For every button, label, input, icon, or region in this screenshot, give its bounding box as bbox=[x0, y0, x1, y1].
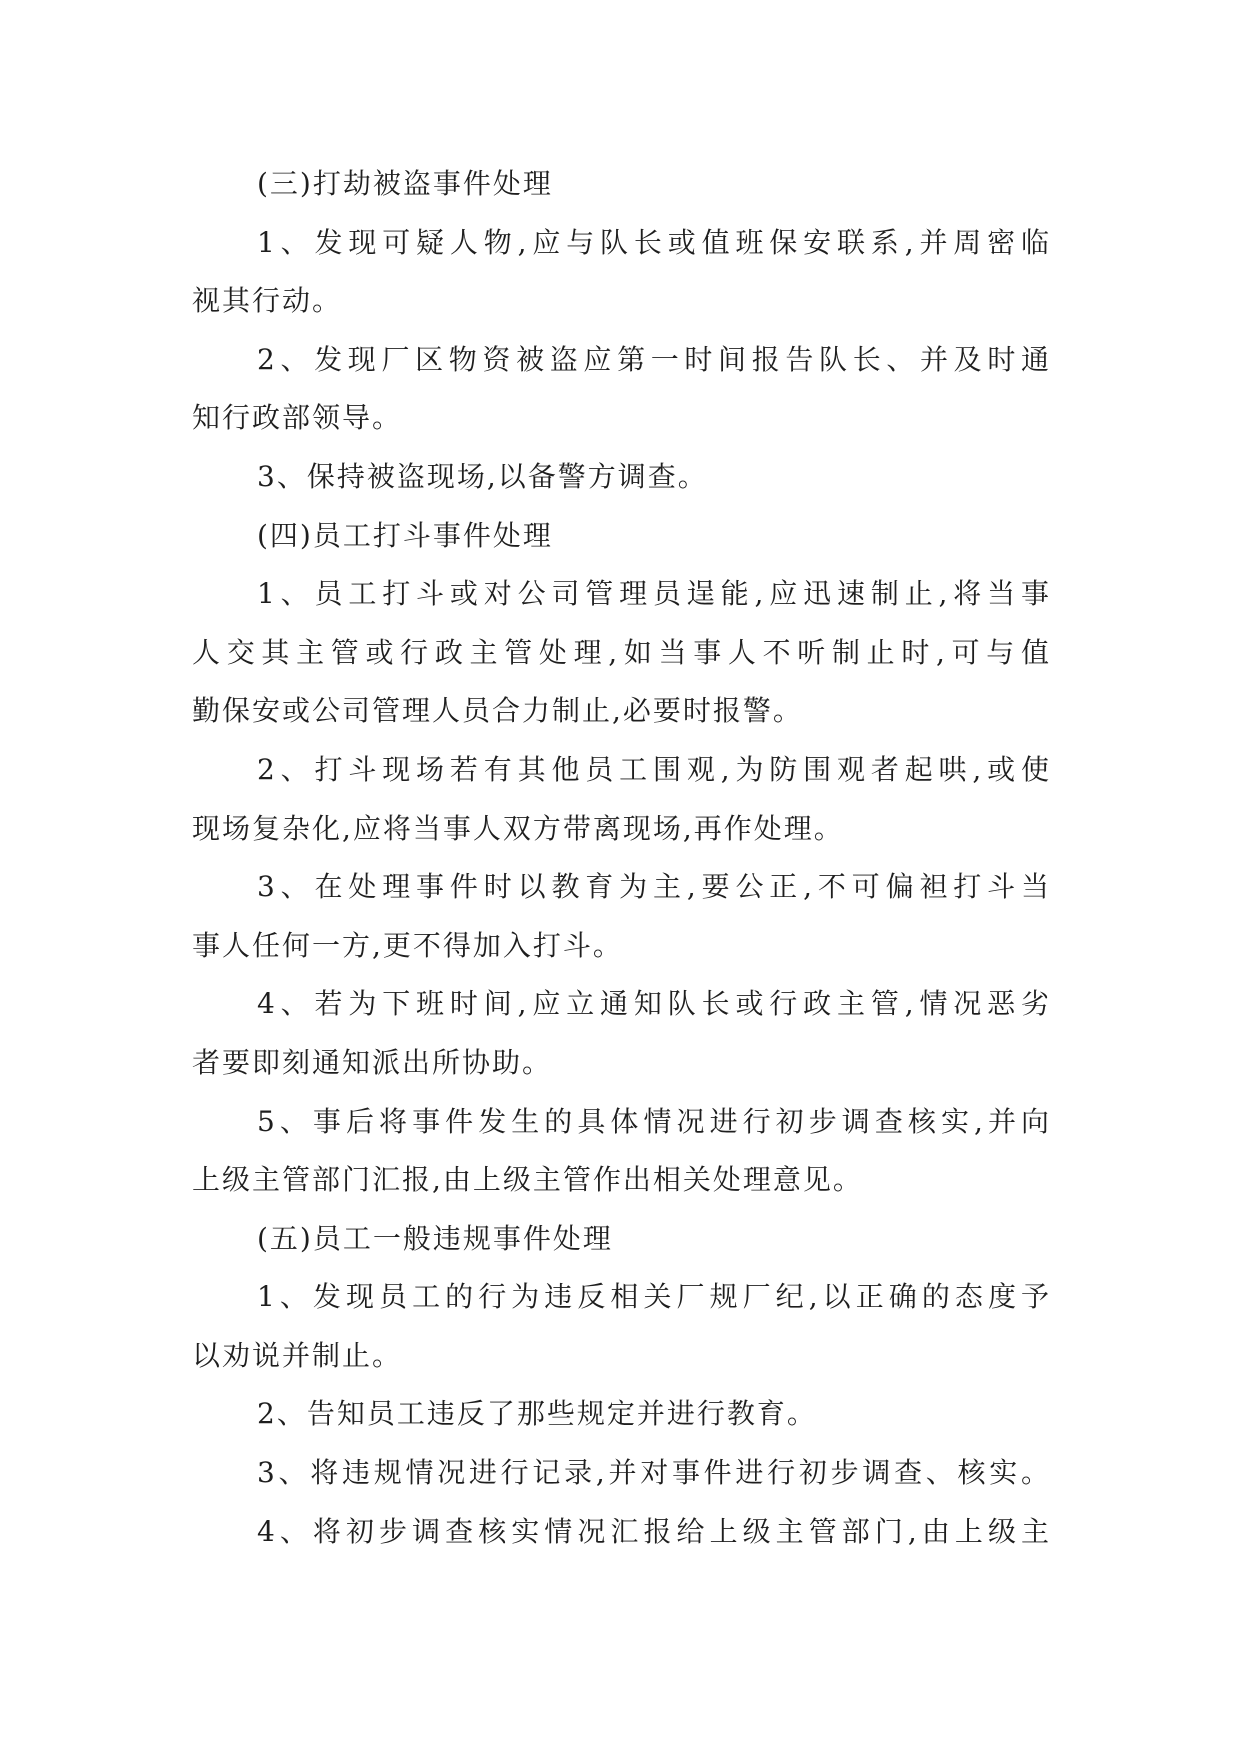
paragraph-line: 2、打斗现场若有其他员工围观,为防围观者起哄,或使 bbox=[257, 752, 1049, 786]
section-heading-5: (五)员工一般违规事件处理 bbox=[257, 1221, 613, 1255]
paragraph-line: 现场复杂化,应将当事人双方带离现场,再作处理。 bbox=[192, 811, 844, 845]
paragraph-line: 3、将违规情况进行记录,并对事件进行初步调查、核实。 bbox=[257, 1456, 1049, 1490]
paragraph-line: 上级主管部门汇报,由上级主管作出相关处理意见。 bbox=[192, 1163, 863, 1197]
paragraph-line: 2、告知员工违反了那些规定并进行教育。 bbox=[257, 1397, 817, 1431]
paragraph-line: 4、将初步调查核实情况汇报给上级主管部门,由上级主 bbox=[257, 1514, 1049, 1548]
paragraph-line: 2、发现厂区物资被盗应第一时间报告队长、并及时通 bbox=[257, 342, 1049, 376]
section-heading-3: (三)打劫被盗事件处理 bbox=[257, 167, 553, 200]
paragraph-line: 视其行动。 bbox=[192, 284, 343, 318]
paragraph-line: 3、保持被盗现场,以备警方调查。 bbox=[257, 459, 708, 493]
paragraph-line: 1、发现员工的行为违反相关厂规厂纪,以正确的态度予 bbox=[257, 1280, 1049, 1314]
paragraph-line: 者要即刻通知派出所协助。 bbox=[192, 1045, 553, 1079]
paragraph-line: 1、员工打斗或对公司管理员逞能,应迅速制止,将当事 bbox=[257, 577, 1049, 611]
paragraph-line: 知行政部领导。 bbox=[192, 401, 403, 435]
paragraph-line: 人交其主管或行政主管处理,如当事人不听制止时,可与值 bbox=[192, 635, 1049, 669]
document-page bbox=[192, 155, 1049, 1561]
paragraph-line: 1、发现可疑人物,应与队长或值班保安联系,并周密临 bbox=[257, 225, 1049, 259]
paragraph-line: 3、在处理事件时以教育为主,要公正,不可偏袒打斗当 bbox=[257, 870, 1049, 904]
paragraph-line: 5、事后将事件发生的具体情况进行初步调查核实,并向 bbox=[257, 1104, 1049, 1138]
section-heading-4: (四)员工打斗事件处理 bbox=[257, 518, 553, 552]
paragraph-line: 事人任何一方,更不得加入打斗。 bbox=[192, 928, 623, 962]
paragraph-line: 勤保安或公司管理人员合力制止,必要时报警。 bbox=[192, 694, 803, 728]
paragraph-line: 4、若为下班时间,应立通知队长或行政主管,情况恶劣 bbox=[257, 987, 1049, 1021]
paragraph-line: 以劝说并制止。 bbox=[192, 1338, 403, 1372]
